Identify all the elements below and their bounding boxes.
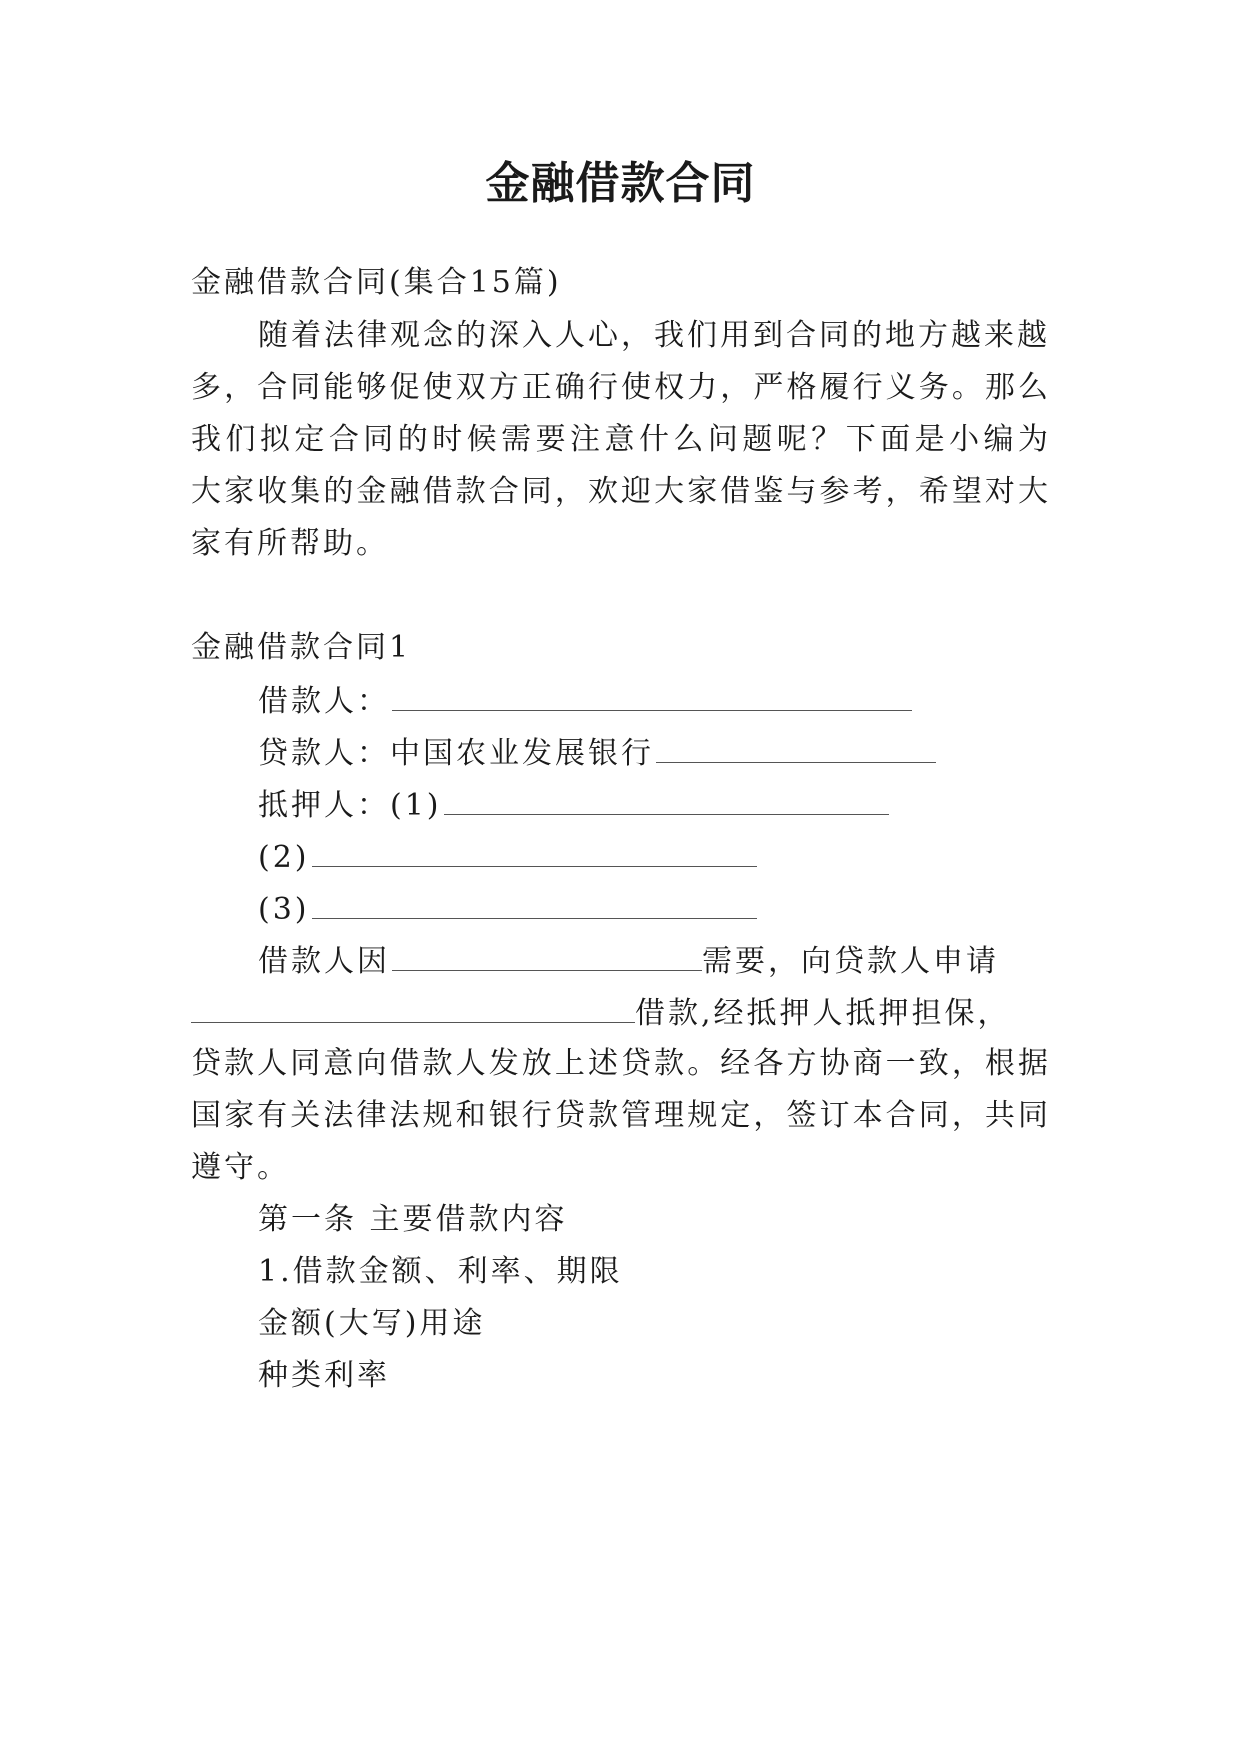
- mortgagor-blank-3: [312, 888, 757, 919]
- body-line-5: [191, 1148, 1051, 1188]
- lender-label: 贷款人：中国农业发展银行: [258, 736, 654, 771]
- intro-text-2: 多，合同能够促使双方正确行使权力，严格履行义务。那么: [191, 370, 1051, 405]
- body-text-2b: 借款,经抵押人抵押担保，: [635, 996, 1011, 1031]
- body-text-1a: 借款人因: [258, 944, 390, 979]
- borrower-row: [258, 680, 1118, 722]
- intro-line-2: [191, 368, 1051, 408]
- body-text-1b: 需要，向贷款人申请: [702, 944, 999, 979]
- mortgagor-row-3: [258, 888, 1118, 930]
- intro-text-5: 家有所帮助。: [191, 526, 389, 561]
- mortgagor-blank-1: [444, 784, 889, 815]
- body-line-2: [191, 992, 1051, 1034]
- intro-text-4: 大家收集的金融借款合同，欢迎大家借鉴与参考，希望对大: [191, 474, 1051, 509]
- body-text-5: 遵守。: [191, 1150, 290, 1185]
- mortgagor-row-1: [258, 784, 1118, 826]
- document-title: 金融借款合同: [485, 158, 756, 209]
- lender-blank: [656, 732, 936, 763]
- intro-line-3: [191, 420, 1051, 460]
- mortgagor-row-2: [258, 836, 1118, 878]
- body-line-4: [191, 1096, 1051, 1136]
- document-subtitle: 金融借款合同(集合15篇): [191, 265, 562, 300]
- borrower-blank: [392, 680, 912, 711]
- mortgagor-label: 抵押人：(1): [258, 788, 442, 823]
- mortgagor-2-label: (2): [258, 840, 310, 875]
- section-title: 金融借款合同1: [191, 630, 412, 665]
- lender-row: [258, 732, 1118, 774]
- item-type: 种类利率: [258, 1358, 390, 1393]
- intro-line-1: [258, 316, 1051, 356]
- mortgagor-blank-2: [312, 836, 757, 867]
- item-amount: 金额(大写)用途: [258, 1306, 486, 1341]
- mortgagor-3-label: (3): [258, 892, 310, 927]
- intro-text-3: 我们拟定合同的时候需要注意什么问题呢？下面是小编为: [191, 422, 1051, 457]
- article-1-heading: 第一条 主要借款内容: [258, 1202, 568, 1237]
- intro-text-1: 随着法律观念的深入人心，我们用到合同的地方越来越: [258, 318, 1050, 353]
- loan-amount-blank: [191, 992, 635, 1023]
- borrower-label: 借款人：: [258, 684, 390, 719]
- body-text-3: 贷款人同意向借款人发放上述贷款。经各方协商一致，根据: [191, 1046, 1051, 1081]
- intro-line-5: [191, 524, 1051, 564]
- item-1: 1.借款金额、利率、期限: [258, 1254, 623, 1289]
- intro-line-4: [191, 472, 1051, 512]
- body-line-3: [191, 1044, 1051, 1084]
- purpose-blank: [392, 940, 702, 971]
- body-text-4: 国家有关法律法规和银行贷款管理规定，签订本合同，共同: [191, 1098, 1051, 1133]
- body-line-1: [258, 940, 1118, 982]
